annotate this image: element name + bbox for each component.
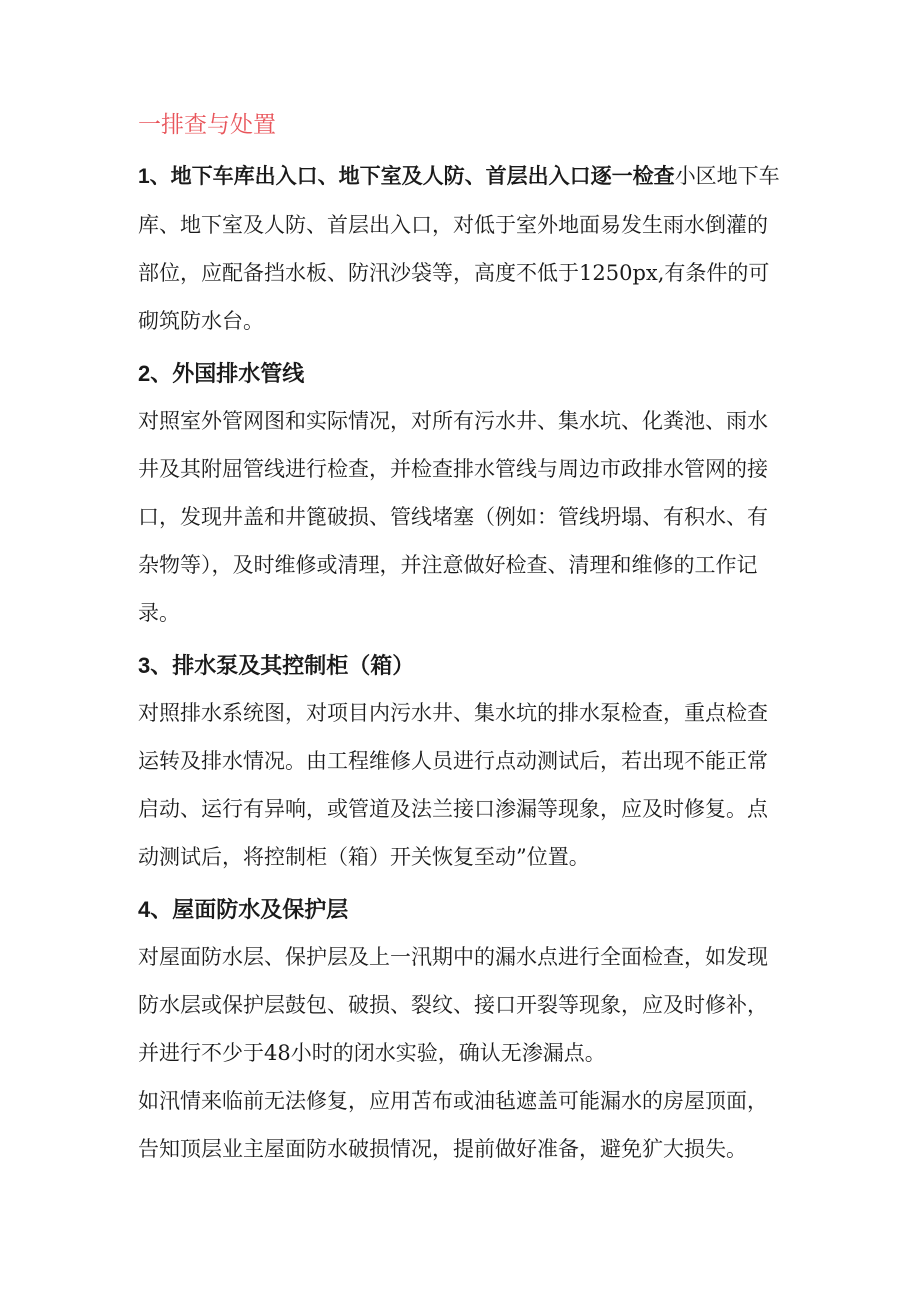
item-3 [138, 643, 788, 881]
item-1 [138, 152, 788, 345]
section-title: 一排查与处置 [138, 111, 276, 137]
item-2 [138, 351, 788, 637]
document-body [138, 108, 788, 1179]
item-2-heading: 2、外国排水管线 [138, 361, 305, 386]
item-4-heading: 4、屋面防水及保护层 [138, 897, 349, 922]
item-3-heading: 3、排水泵及其控制柜（箱） [138, 653, 415, 678]
item-3-paragraph: 对照排水系统图，对项目内污水井、集水坑的排水泵检查，重点检查运转及排水情况。由工程维修人员进行点动测试后，若出现不能正常启动、运行有异响，或管道及法兰接口渗漏等现象，应及时修复。点动测试后，将控制柜（箱）开关恢复至动”位置。 [138, 701, 768, 869]
item-4 [138, 887, 788, 1173]
item-1-heading: 1、地下车库出入口、地下室及人防、首层出入口逐一检查 [138, 165, 675, 188]
item-4-paragraph-2: 如汛情来临前无法修复，应用苫布或油毡遮盖可能漏水的房屋顶面，告知顶层业主屋面防水破损情况，提前做好准备，避免犷大损失。 [138, 1089, 768, 1161]
item-2-paragraph: 对照室外管网图和实际情况，对所有污水井、集水坑、化粪池、雨水井及其附屈管线进行检查，并检查排水管线与周边市政排水管网的接口，发现井盖和井篦破损、管线堵塞（例如：管线坍塌、有积水、有杂物等），及时维修或清理，并注意做好检查、清理和维修的工作记录。 [138, 409, 768, 625]
item-1-paragraph [138, 152, 788, 345]
item-1-text: 小区地下车库、地下室及人防、首层出入口，对低于室外地面易发生雨水倒灌的部位，应配备挡水板、防汛沙袋等，高度不低于1250px,有条件的可砌筑防水台。 [138, 164, 780, 333]
item-4-paragraph-1: 对屋面防水层、保护层及上一汛期中的漏水点进行全面检查，如发现防水层或保护层鼓包、破损、裂纹、接口开裂等现象，应及时修补，并进行不少于48小时的闭水实验，确认无渗漏点。 [138, 945, 768, 1065]
